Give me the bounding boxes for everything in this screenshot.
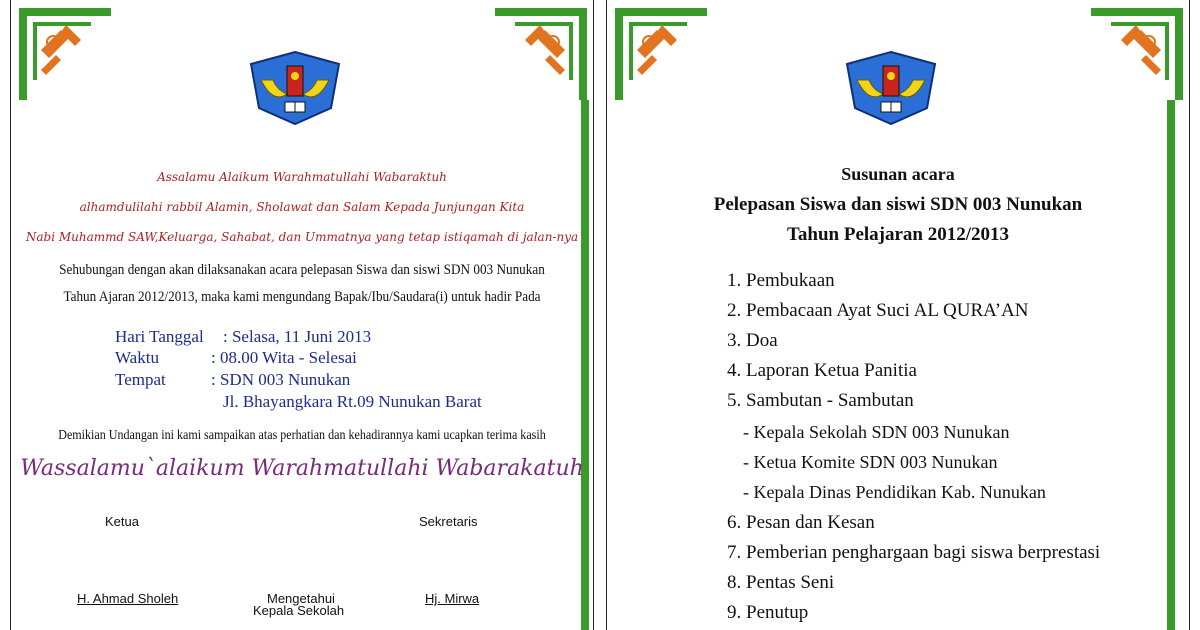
time-value: : 08.00 Wita - Selesai — [211, 348, 357, 367]
program-item: 9. Penutup — [727, 602, 809, 623]
program-title-2: Pelepasan Siswa dan siswi SDN 003 Nunukan — [713, 194, 1083, 215]
frame-corner-top-right-icon — [1081, 0, 1190, 110]
place-value: : SDN 003 Nunukan — [211, 370, 351, 389]
invitation-page — [10, 0, 594, 630]
program-page — [606, 0, 1190, 630]
program-item: 7. Pemberian penghargaan bagi siswa berprestasi — [727, 542, 1101, 563]
intro-line-2: Tahun Ajaran 2012/2013, maka kami mengundang Bapak/Ibu/Saudara(i) untuk hadir Pada — [63, 289, 541, 305]
date-value: : Selasa, 11 Juni 2013 — [223, 327, 372, 346]
program-sub-item: - Ketua Komite SDN 003 Nunukan — [743, 452, 998, 472]
frame-corner-top-left-icon — [11, 0, 121, 110]
signature-role-left: Ketua — [105, 514, 139, 529]
farewell-line: Wassalamu`alaikum Warahmatullahi Wabarakatuh — [20, 456, 584, 481]
signature-role-right: Sekretaris — [419, 514, 478, 529]
address-value: Jl. Bhayangkara Rt.09 Nunukan Barat — [223, 392, 482, 411]
signature-name-left: H. Ahmad Sholeh — [77, 591, 179, 606]
program-sub-item: - Kepala Sekolah SDN 003 Nunukan — [743, 422, 1010, 442]
frame-corner-top-right-icon — [485, 0, 594, 110]
program-item: 6. Pesan dan Kesan — [727, 512, 875, 533]
program-sub-item: - Kepala Dinas Pendidikan Kab. Nunukan — [743, 482, 1046, 502]
program-item: 4. Laporan Ketua Panitia — [727, 360, 917, 381]
program-item: 2. Pembacaan Ayat Suci AL QURA’AN — [727, 300, 1029, 321]
program-item: 5. Sambutan - Sambutan — [727, 390, 914, 411]
program-item: 8. Pentas Seni — [727, 572, 835, 593]
program-item: 1. Pembukaan — [727, 270, 835, 291]
date-label: Hari Tanggal — [115, 327, 204, 346]
regency-crest-logo-icon — [247, 50, 343, 126]
greeting-line-2: alhamdulilahi rabbil Alamin, Sholawat dan Salam Kepada Junjungan Kita — [79, 200, 525, 214]
signature-middle-line-2: Kepala Sekolah — [253, 603, 345, 618]
signature-name-right: Hj. Mirwa — [425, 591, 480, 606]
frame-corner-top-left-icon — [607, 0, 717, 110]
closing-line: Demikian Undangan ini kami sampaikan atas perhatian dan kehadirannya kami ucapkan terima kasih — [58, 428, 546, 443]
intro-line-1: Sehubungan dengan akan dilaksanakan acara pelepasan Siswa dan siswi SDN 003 Nunukan — [59, 262, 545, 278]
program-item: 3. Doa — [727, 330, 778, 351]
place-label: Tempat — [115, 370, 166, 389]
time-label: Waktu — [115, 348, 159, 367]
program-title-1: Susunan acara — [841, 164, 955, 184]
signature-middle-line-1: Mengetahui — [267, 591, 335, 606]
regency-crest-logo-icon — [843, 50, 939, 126]
greeting-line-3: Nabi Muhammd SAW,Keluarga, Sahabat, dan Ummatnya yang tetap istiqamah di jalan-nya — [25, 230, 579, 244]
program-title-3: Tahun Pelajaran 2012/2013 — [786, 224, 1010, 245]
greeting-line-1: Assalamu Alaikum Warahmatullahi Wabaraktuh — [157, 170, 447, 184]
